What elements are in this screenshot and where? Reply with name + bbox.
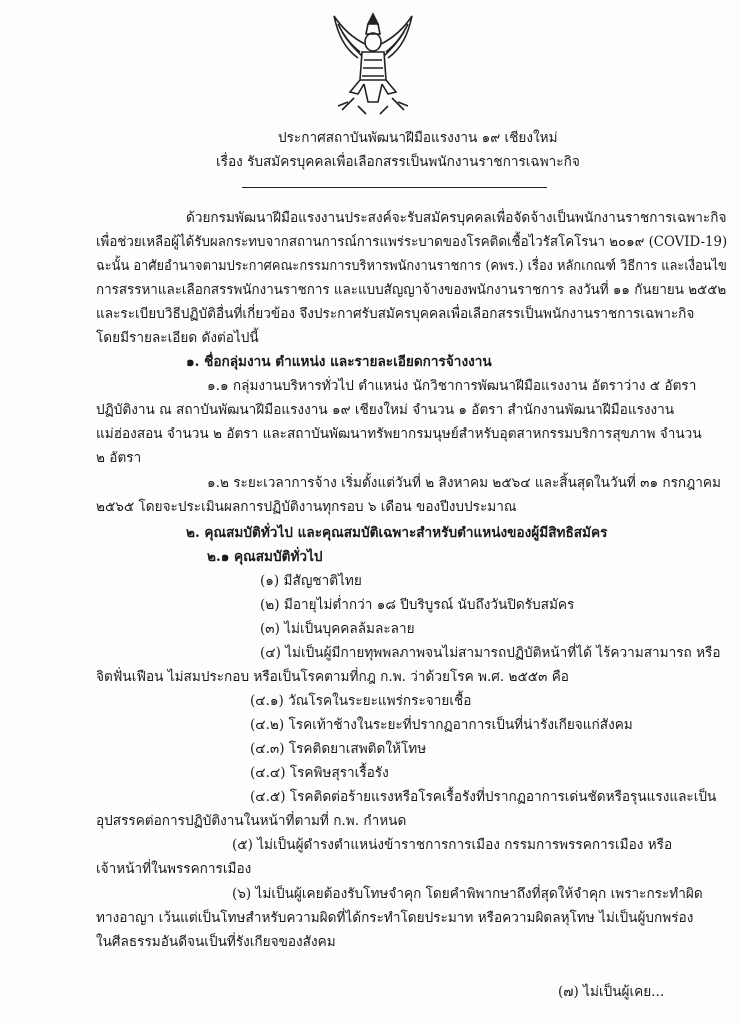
- announcement-subject: เรื่อง รับสมัครบุคคลเพื่อเลือกสรรเป็นพนักงานราชการเฉพาะกิจ: [216, 154, 580, 170]
- qualification-6-line-2: ทางอาญา เว้นแต่เป็นโทษสำหรับความผิดที่ได้กระทำโดยประมาท หรือความผิดลหุโทษ ไม่เป็นผู้บกพร่อง: [96, 910, 694, 926]
- qualification-5-line-1: (๕) ไม่เป็นผู้ดำรงตำแหน่งข้าราชการการเมือง กรรมการพรรคการเมือง หรือ: [232, 837, 673, 853]
- intro-line-3: ฉะนั้น อาศัยอำนาจตามประกาศคณะกรรมการบริหารพนักงานราชการ (คพร.) เรื่อง หลักเกณฑ์ วิธีการ และเงื่อนไข: [96, 258, 727, 274]
- item-1-2-line-1: ๑.๒ ระยะเวลาการจ้าง เริ่มตั้งแต่วันที่ ๒ สิงหาคม ๒๕๖๔ และสิ้นสุดในวันที่ ๓๑ กรกฎาคม: [207, 475, 721, 491]
- qualification-4-line-2: จิตฟั่นเฟือน ไม่สมประกอบ หรือเป็นโรคตามที่กฎ ก.พ. ว่าด้วยโรค พ.ศ. ๒๕๕๓ คือ: [96, 669, 569, 685]
- section-1-heading: ๑. ชื่อกลุ่มงาน ตำแหน่ง และรายละเอียดการจ้างงาน: [186, 354, 492, 370]
- qualification-3: (๓) ไม่เป็นบุคคลล้มละลาย: [260, 621, 415, 637]
- intro-line-4: การสรรหาและเลือกสรรพนักงานราชการ และแบบสัญญาจ้างของพนักงานราชการ ลงวันที่ ๑๑ กันยายน ๒๕๕๒: [96, 282, 727, 298]
- title-divider: [242, 187, 547, 188]
- qualification-6-line-3: ในศีลธรรมอันดีจนเป็นที่รังเกียจของสังคม: [96, 934, 336, 950]
- qualification-2: (๒) มีอายุไม่ต่ำกว่า ๑๘ ปีบริบูรณ์ นับถึงวันปิดรับสมัคร: [260, 597, 575, 613]
- section-2-heading: ๒. คุณสมบัติทั่วไป และคุณสมบัติเฉพาะสำหรับตำแหน่งของผู้มีสิทธิสมัคร: [186, 525, 608, 541]
- qualification-5-line-2: เจ้าหน้าที่ในพรรคการเมือง: [96, 861, 252, 877]
- section-2-1-heading: ๒.๑ คุณสมบัติทั่วไป: [207, 549, 323, 565]
- announcement-title: ประกาศสถาบันพัฒนาฝีมือแรงงาน ๑๙ เชียงใหม่: [278, 130, 558, 146]
- qualification-4-3: (๔.๓) โรคติดยาเสพติดให้โทษ: [250, 741, 427, 757]
- intro-line-5: และระเบียบวิธีปฏิบัติอื่นที่เกี่ยวข้อง จึงประกาศรับสมัครบุคคลเพื่อเลือกสรรเป็นพนักงานราชการเฉพาะกิจ: [96, 306, 695, 322]
- qualification-4-5-line-1: (๔.๕) โรคติดต่อร้ายแรงหรือโรคเรื้อรังที่ปรากฏอาการเด่นชัดหรือรุนแรงและเป็น: [250, 789, 717, 805]
- item-1-2-line-2: ๒๕๖๕ โดยจะประเมินผลการปฏิบัติงานทุกรอบ ๖ เดือน ของปีงบประมาณ: [96, 499, 517, 515]
- garuda-emblem-icon: [328, 10, 418, 118]
- qualification-6-line-1: (๖) ไม่เป็นผู้เคยต้องรับโทษจำคุก โดยคำพิพากษาถึงที่สุดให้จำคุก เพราะกระทำผิด: [232, 886, 703, 902]
- item-1-1-line-1: ๑.๑ กลุ่มงานบริหารทั่วไป ตำแหน่ง นักวิชาการพัฒนาฝีมือแรงงาน อัตราว่าง ๕ อัตรา: [207, 378, 697, 394]
- item-1-1-line-4: ๒ อัตรา: [96, 450, 142, 466]
- item-1-1-line-2: ปฏิบัติงาน ณ สถาบันพัฒนาฝีมือแรงงาน ๑๙ เชียงใหม่ จำนวน ๑ อัตรา สำนักงานพัฒนาฝีมือแรงงาน: [96, 402, 675, 418]
- intro-line-6: โดยมีรายละเอียด ดังต่อไปนี้: [96, 330, 259, 346]
- qualification-4-2: (๔.๒) โรคเท้าช้างในระยะที่ปรากฏอาการเป็นที่น่ารังเกียจแก่สังคม: [250, 717, 633, 733]
- qualification-4-1: (๔.๑) วัณโรคในระยะแพร่กระจายเชื้อ: [250, 693, 472, 709]
- intro-line-1: ด้วยกรมพัฒนาฝีมือแรงงานประสงค์จะรับสมัครบุคคลเพื่อจัดจ้างเป็นพนักงานราชการเฉพาะกิจ: [186, 210, 727, 226]
- continued-marker: (๗) ไม่เป็นผู้เคย...: [558, 984, 665, 1000]
- qualification-4-4: (๔.๔) โรคพิษสุราเรื้อรัง: [250, 765, 389, 781]
- qualification-1: (๑) มีสัญชาติไทย: [260, 573, 362, 589]
- item-1-1-line-3: แม่ฮ่องสอน จำนวน ๒ อัตรา และสถาบันพัฒนาทรัพยากรมนุษย์สำหรับอุตสาหกรรมบริการสุขภาพ จำนวน: [96, 426, 702, 442]
- qualification-4-line-1: (๔) ไม่เป็นผู้มีกายทุพพลภาพจนไม่สามารถปฏิบัติหน้าที่ได้ ไร้ความสามารถ หรือ: [260, 645, 721, 661]
- qualification-4-5-line-2: อุปสรรคต่อการปฏิบัติงานในหน้าที่ตามที่ ก.พ. กำหนด: [96, 813, 407, 829]
- intro-line-2: เพื่อช่วยเหลือผู้ได้รับผลกระทบจากสถานการณ์การแพร่ระบาดของโรคติดเชื้อไวรัสโคโรนา ๒๐๑๙ (COVID-19): [96, 234, 728, 250]
